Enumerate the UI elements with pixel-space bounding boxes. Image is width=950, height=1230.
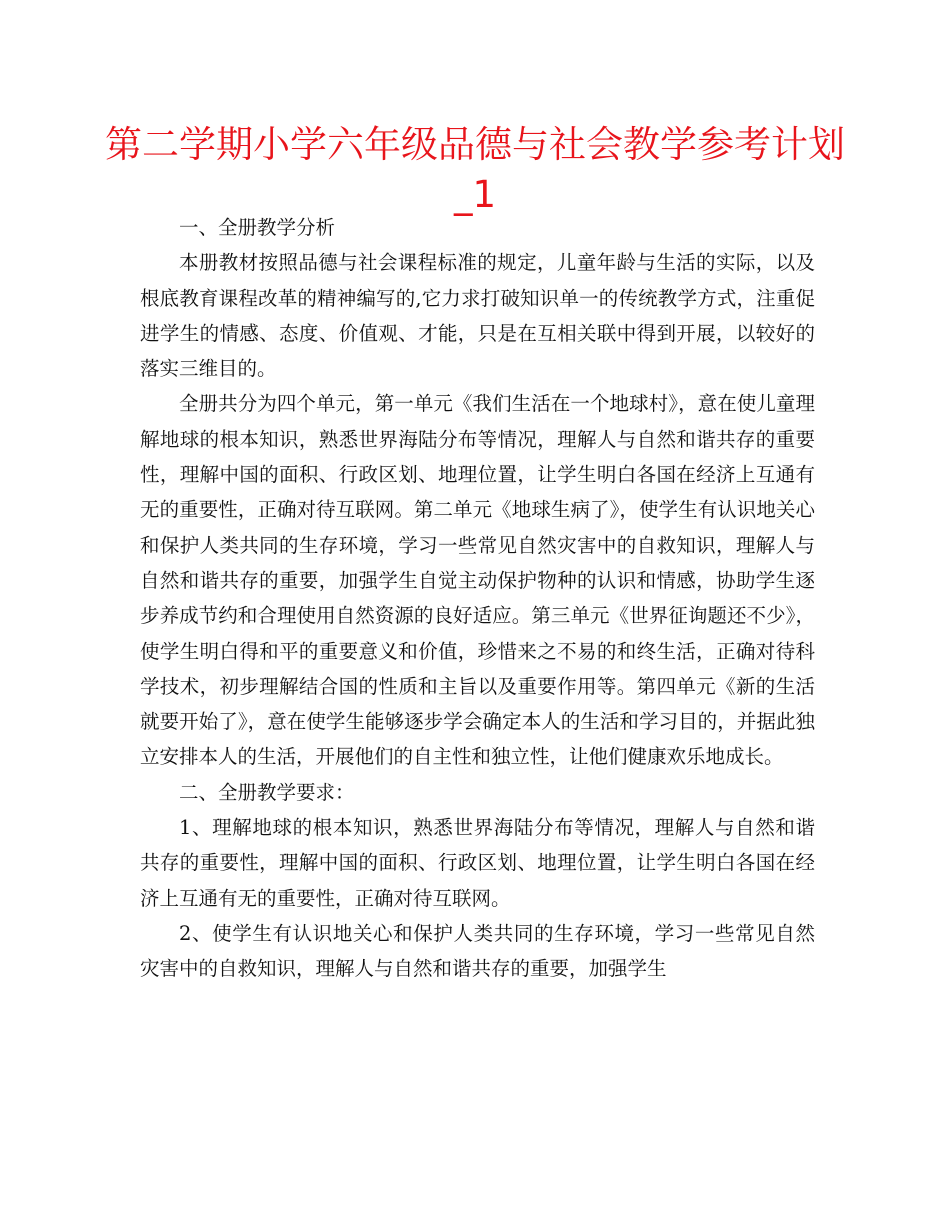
document-title: 第二学期小学六年级品德与社会教学参考计划_1 (105, 123, 845, 216)
paragraph-2: 全册共分为四个单元，第一单元《我们生活在一个地球村》，意在使儿童理解地球的根本知识，熟悉世界海陆分布等情况，理解人与自然和谐共存的重要性，理解中国的面积、行政区划、地理位置，让学生明白各国在经济上互通有无的重要性，正确对待互联网。第二单元《地球生病了》，使学生有认识地关心和保护人类共同的生存环境，学习一些常见自然灾害中的自救知识，理解人与自然和谐共存的重要，加强学生自觉主动保护物种的认识和情感，协助学生逐步养成节约和合理使用自然资源的良好适应。第三单元《世界征询题还不少》，使学生明白得和平的重要意义和价值，珍惜来之不易的和终生活，正确对待科学技术，初步理解结合国的性质和主旨以及重要作用等。第四单元《新的生活就要开始了》，意在使学生能够逐步学会确定本人的生活和学习目的，并据此独立安排本人的生活，开展他们的自主性和独立性，让他们健康欢乐地成长。 (140, 392, 815, 769)
requirement-item-2: 2、使学生有认识地关心和保护人类共同的生存环境，学习一些常见自然灾害中的自救知识，理解人与自然和谐共存的重要，加强学生 (140, 921, 815, 981)
paragraph-1: 本册教材按照品德与社会课程标准的规定，儿童年龄与生活的实际，以及根底教育课程改革的精神编写的,它力求打破知识单一的传统教学方式，注重促进学生的情感、态度、价值观、才能，只是在互相关联中得到开展，以较好的落实三维目的。 (140, 251, 815, 381)
section-heading-1: 一、全册教学分析 (179, 216, 336, 239)
requirement-item-1: 1、理解地球的根本知识，熟悉世界海陆分布等情况，理解人与自然和谐共存的重要性，理解中国的面积、行政区划、地理位置，让学生明白各国在经济上互通有无的重要性，正确对待互联网。 (140, 816, 815, 910)
document-body (140, 210, 815, 987)
section-heading-2: 二、全册教学要求： (179, 780, 355, 804)
